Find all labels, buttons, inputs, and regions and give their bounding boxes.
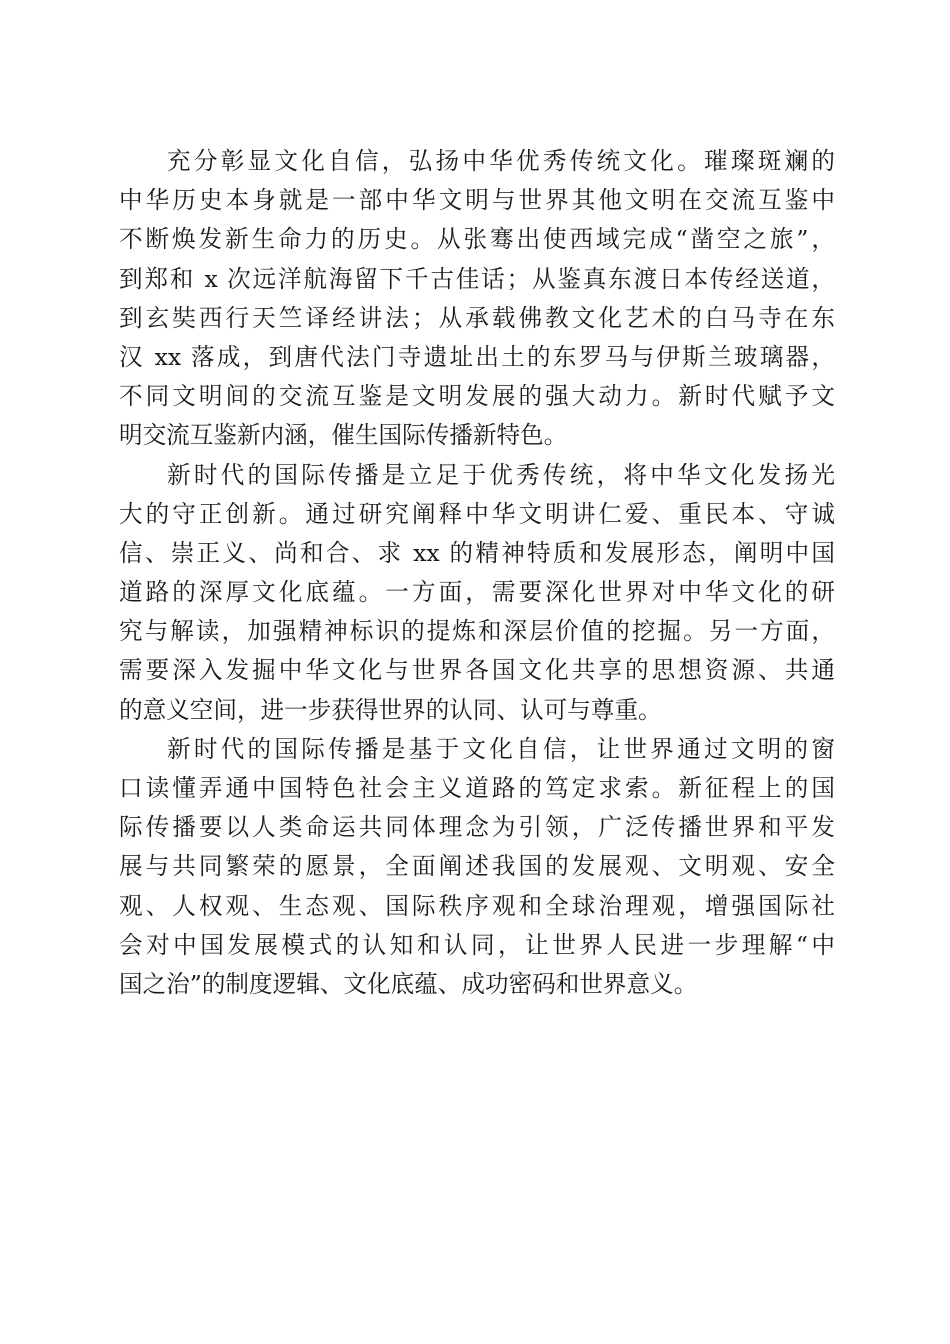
paragraph-3 xyxy=(119,730,835,1004)
text-line: 展与共同繁荣的愿景，全面阐述我国的发展观、文明观、安全 xyxy=(119,852,835,881)
document-body xyxy=(119,142,835,1004)
text-line: 不断焕发新生命力的历史。从张骞出使西域完成“凿空之旅”， xyxy=(119,225,835,254)
text-line: 不同文明间的交流互鉴是文明发展的强大动力。新时代赋予文 xyxy=(119,382,835,411)
text-line: 中华历史本身就是一部中华文明与世界其他文明在交流互鉴中 xyxy=(119,186,835,215)
text-line: 汉 xx 落成，到唐代法门寺遗址出土的东罗马与伊斯兰玻璃器， xyxy=(119,342,835,371)
text-line: 国之治”的制度逻辑、文化底蕴、成功密码和世界意义。 xyxy=(119,969,698,998)
paragraph-2 xyxy=(119,456,835,730)
text-line: 到玄奘西行天竺译经讲法；从承载佛教文化艺术的白马寺在东 xyxy=(119,303,835,332)
text-line: 需要深入发掘中华文化与世界各国文化共享的思想资源、共通 xyxy=(119,656,835,685)
text-line: 的意义空间，进一步获得世界的认同、认可与尊重。 xyxy=(119,695,662,724)
text-line: 际传播要以人类命运共同体理念为引领，广泛传播世界和平发 xyxy=(119,813,835,842)
text-line: 会对中国发展模式的认知和认同，让世界人民进一步理解“中 xyxy=(119,930,835,959)
text-line: 到郑和 x 次远洋航海留下千古佳话；从鉴真东渡日本传经送道， xyxy=(119,264,835,293)
text-line: 新时代的国际传播是立足于优秀传统，将中华文化发扬光 xyxy=(167,460,835,489)
text-line: 道路的深厚文化底蕴。一方面，需要深化世界对中华文化的研 xyxy=(119,578,835,607)
text-line: 明交流互鉴新内涵，催生国际传播新特色。 xyxy=(119,421,568,450)
text-line: 新时代的国际传播是基于文化自信，让世界通过文明的窗 xyxy=(167,734,835,763)
paragraph-1 xyxy=(119,142,835,456)
text-line: 信、崇正义、尚和合、求 xx 的精神特质和发展形态，阐明中国 xyxy=(119,538,835,567)
text-line: 口读懂弄通中国特色社会主义道路的笃定求索。新征程上的国 xyxy=(119,774,835,802)
text-line: 大的守正创新。通过研究阐释中华文明讲仁爱、重民本、守诚 xyxy=(119,499,835,528)
text-line: 观、人权观、生态观、国际秩序观和全球治理观，增强国际社 xyxy=(119,891,835,920)
text-line: 充分彰显文化自信，弘扬中华优秀传统文化。璀璨斑斓的 xyxy=(167,147,835,175)
text-line: 究与解读，加强精神标识的提炼和深层价值的挖掘。另一方面， xyxy=(119,617,835,646)
